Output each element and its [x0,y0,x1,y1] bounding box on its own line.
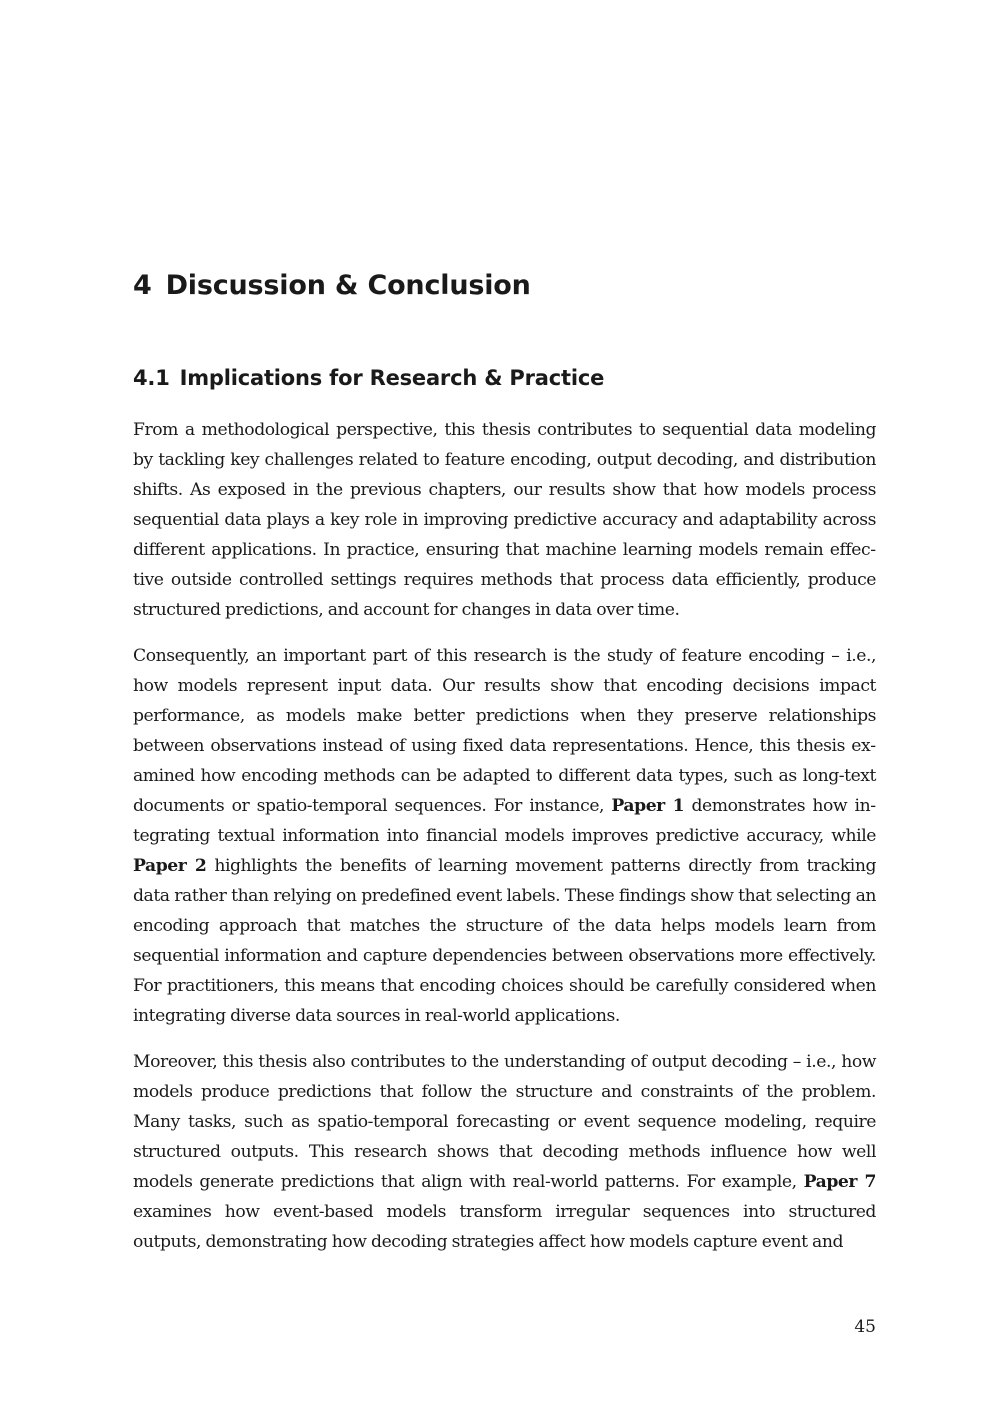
paragraph-text: From a methodological perspective, this thesis contributes to sequential data modeling by tackling key challenges related to feature encoding, output decoding, and distribution shifts. As exposed in the previous chapters, our results show that how models process sequential data plays a key role in improving predictive accuracy and adaptability across different applications. In practice, ensuring that machine learning models remain effective outside controlled settings requires methods that process data efficiently, produce structured predictions, and account for changes in data over time. [133,420,876,620]
section-title: Implications for Research & Practice [179,366,605,390]
section-number: 4.1 [133,366,170,390]
paper-reference: Paper 7 [803,1172,877,1192]
paragraph [133,1047,876,1257]
paragraph [133,641,876,1031]
paragraph-text: demonstrates how integrating textual information into financial models improves predictive accuracy, while [133,796,876,846]
section-heading [133,364,604,392]
paragraph-text: examines how event-based models transform irregular sequences into structured outputs, demonstrating how decoding strategies affect how models capture event and [133,1202,876,1252]
chapter-heading [133,268,531,304]
chapter-number: 4 [133,270,152,301]
paragraph-text: Consequently, an important part of this research is the study of feature encoding – i.e., how models represent input data. Our results show that encoding decisions impact performance, as models make better predictions when they preserve relationships between observations instead of using fixed data representations. Hence, this thesis examined how encoding methods can be adapted to different data types, such as long-text documents or spatio-temporal sequences. For instance, [133,646,876,816]
paragraph [133,415,876,625]
body-text [133,415,876,1273]
paragraph-text: highlights the benefits of learning movement patterns directly from tracking data rather than relying on predefined event labels. These findings show that selecting an encoding approach that matches the structure of the data helps models learn from sequential information and capture dependencies between observations more effectively. For practitioners, this means that encoding choices should be carefully considered when integrating diverse data sources in real-world applications. [133,856,877,1026]
page-number: 45 [854,1317,876,1337]
paragraph-text: Moreover, this thesis also contributes to the understanding of output decoding – i.e., how models produce predictions that follow the structure and constraints of the problem. Many tasks, such as spatio-temporal forecasting or event sequence modeling, require structured outputs. This research shows that decoding methods influence how well models generate predictions that align with real-world patterns. For example, [133,1052,876,1192]
paper-reference: Paper 1 [611,796,685,816]
chapter-title: Discussion & Conclusion [165,270,531,301]
paper-reference: Paper 2 [133,856,207,876]
